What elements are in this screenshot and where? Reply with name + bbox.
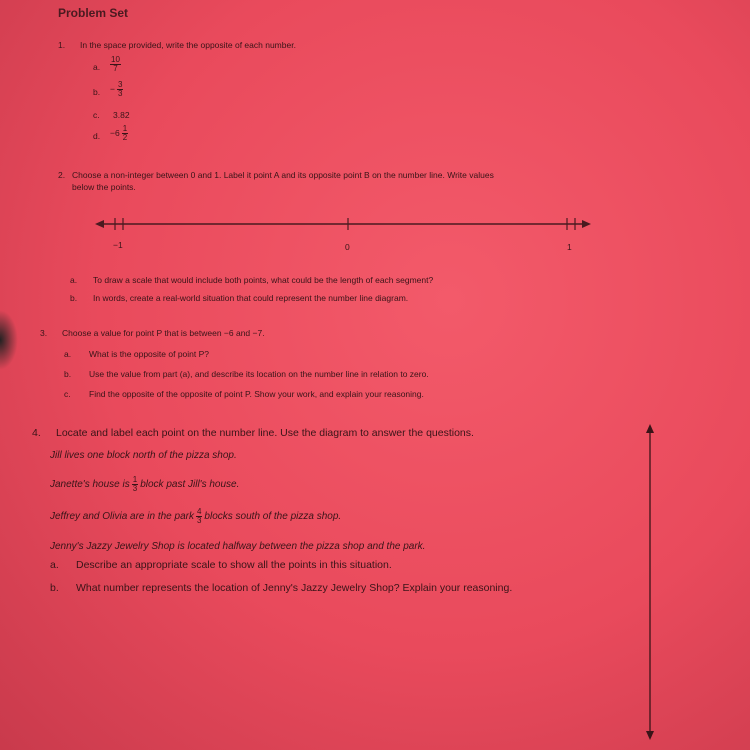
q1d-whole: −6 [110, 127, 120, 138]
q3b-text: Use the value from part (a), and describe its location on the number line in relation to zero. [89, 369, 429, 379]
vertical-line-down-arrow [646, 731, 654, 740]
park-numerator: 4 [196, 507, 202, 516]
q2a-letter: a. [70, 275, 78, 285]
tick-label-1: 1 [567, 242, 572, 252]
q1b-denominator: 3 [117, 89, 123, 98]
q1b-numerator: 3 [117, 80, 123, 89]
q2b-letter: b. [70, 293, 78, 303]
q3c-letter: c. [64, 389, 71, 399]
tick-label-0: 0 [345, 242, 350, 252]
q1d-denominator: 2 [122, 133, 128, 142]
q4-vertical-number-line [640, 424, 660, 740]
q3b-letter: b. [64, 369, 72, 379]
q4b-letter: b. [50, 582, 59, 594]
page-edge-shadow [0, 310, 18, 370]
vertical-line-up-arrow [646, 424, 654, 433]
q1-number: 1. [58, 40, 66, 50]
janette-numerator: 1 [132, 475, 138, 484]
q2b-text: In words, create a real-world situation that could represent the number line diagram. [93, 293, 409, 303]
q1c-letter: c. [93, 110, 100, 120]
q4-number: 4. [32, 427, 41, 439]
number-line-left-arrow [95, 220, 104, 228]
q2a-text: To draw a scale that would include both points, what could be the length of each segment? [93, 275, 434, 285]
q4-story-jenny: Jenny's Jazzy Jewelry Shop is located halfway between the pizza shop and the park. [50, 541, 426, 552]
q3-prompt: Choose a value for point P that is between −6 and −7. [62, 328, 265, 338]
q1a-denominator: 7 [113, 64, 118, 73]
q4-story-park [50, 508, 341, 525]
q2-line1: Choose a non-integer between 0 and 1. Label it point A and its opposite point B on the number line. Write values [72, 170, 494, 180]
q4-prompt: Locate and label each point on the number line. Use the diagram to answer the questions. [56, 427, 474, 439]
q3-number: 3. [40, 328, 48, 338]
q1b-sign: − [110, 83, 115, 94]
tick-label-neg1: −1 [113, 240, 123, 250]
q1a-numerator: 10 [111, 55, 120, 64]
q1c-value: 3.82 [113, 110, 130, 120]
q1a-letter: a. [93, 62, 101, 72]
q4a-letter: a. [50, 559, 59, 571]
q2-line2: below the points. [72, 182, 136, 192]
q4b-text: What number represents the location of Jenny's Jazzy Jewelry Shop? Explain your reasoning. [76, 582, 513, 594]
q1d-value [110, 125, 130, 142]
q1b-letter: b. [93, 87, 101, 97]
janette-denominator: 3 [132, 484, 138, 493]
q1b-value [110, 81, 125, 98]
q1d-numerator: 1 [122, 124, 128, 133]
park-pre: Jeffrey and Olivia are in the park [50, 511, 194, 523]
park-post: blocks south of the pizza shop. [204, 511, 342, 523]
q4-story-jill: Jill lives one block north of the pizza shop. [50, 450, 237, 461]
q1a-value [108, 56, 123, 73]
page-title: Problem Set [58, 6, 129, 20]
park-denominator: 3 [196, 516, 202, 525]
number-line-right-arrow [582, 220, 591, 228]
q3a-text: What is the opposite of point P? [89, 349, 210, 359]
q1-prompt: In the space provided, write the opposite of each number. [80, 40, 296, 50]
q4-story-janette [50, 476, 239, 493]
q1d-letter: d. [93, 131, 101, 141]
q4a-text: Describe an appropriate scale to show all the points in this situation. [76, 559, 392, 571]
q3a-letter: a. [64, 349, 72, 359]
janette-post: block past Jill's house. [140, 479, 240, 491]
janette-pre: Janette's house is [50, 479, 130, 491]
q2-number: 2. [58, 170, 66, 180]
q3c-text: Find the opposite of the opposite of point P. Show your work, and explain your reasoning. [89, 389, 424, 399]
